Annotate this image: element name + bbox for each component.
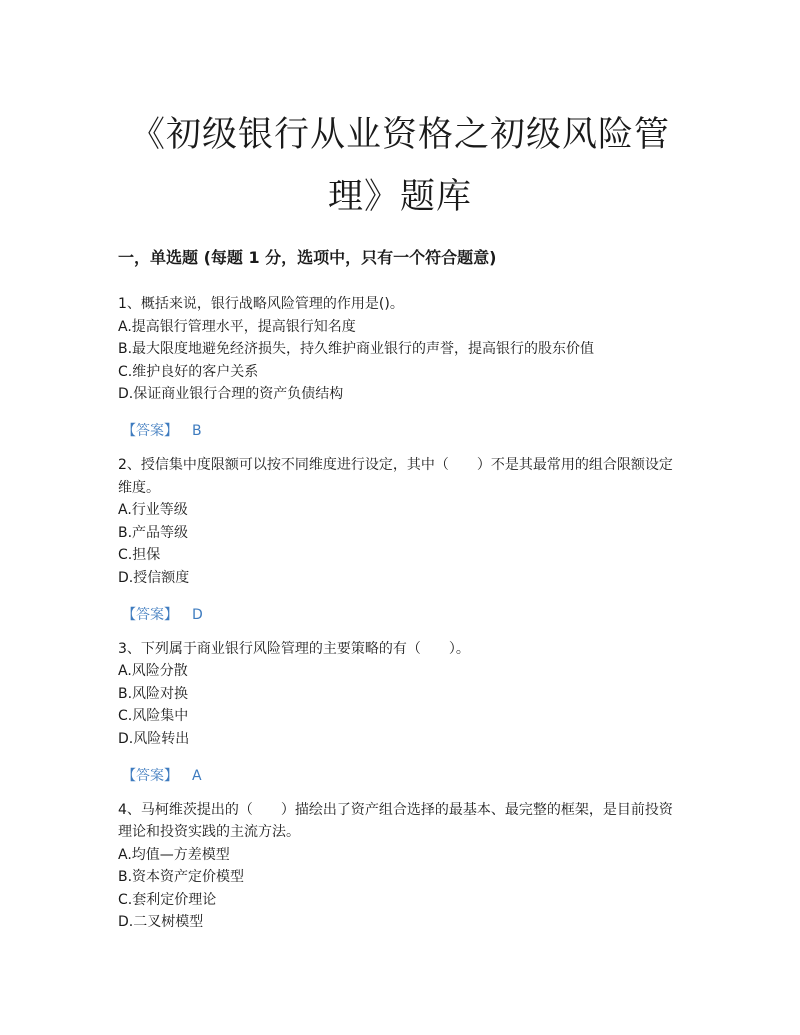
answer-option: B.最大限度地避免经济损失，持久维护商业银行的声誉，提高银行的股东价值 — [118, 341, 595, 358]
question-text: 4、马柯维茨提出的（ ）描绘出了资产组合选择的最基本、最完整的框架，是目前投资理论和投资实践的主流方法。 — [118, 801, 673, 841]
question-item — [118, 799, 678, 935]
answer-option: A.行业等级 — [118, 502, 188, 519]
answer-option: C.担保 — [118, 547, 161, 564]
answer-label: 【答案】 — [122, 422, 178, 439]
question-item — [118, 293, 678, 442]
answer-option: B.风险对换 — [118, 685, 189, 702]
answer-option: C.套利定价理论 — [118, 891, 217, 908]
answer-line — [118, 420, 678, 442]
answer-label: 【答案】 — [122, 767, 178, 784]
question-list — [118, 293, 678, 934]
question-item — [118, 454, 678, 626]
answer-option: A.风险分散 — [118, 663, 188, 680]
answer-option: C.风险集中 — [118, 708, 189, 725]
answer-label: 【答案】 — [122, 606, 178, 623]
answer-line — [118, 765, 678, 787]
answer-option: D.二叉树模型 — [118, 914, 204, 931]
answer-option: D.保证商业银行合理的资产负债结构 — [118, 386, 344, 403]
answer-value: D — [192, 606, 203, 623]
answer-option: C.维护良好的客户关系 — [118, 363, 259, 380]
answer-option: A.均值—方差模型 — [118, 846, 230, 863]
answer-option: B.资本资产定价模型 — [118, 869, 245, 886]
answer-option: D.风险转出 — [118, 730, 190, 747]
question-text: 3、下列属于商业银行风险管理的主要策略的有（ ）。 — [118, 640, 470, 657]
answer-line — [118, 604, 678, 626]
answer-option: D.授信额度 — [118, 569, 190, 586]
question-text: 1、概括来说，银行战略风险管理的作用是()。 — [118, 296, 404, 312]
question-item — [118, 638, 678, 787]
question-text: 2、授信集中度限额可以按不同维度进行设定，其中（ ）不是其最常用的组合限额设定维度。 — [118, 456, 673, 496]
answer-option: B.产品等级 — [118, 524, 189, 541]
section-heading: 一，单选题 (每题 1 分，选项中，只有一个符合题意) — [118, 248, 497, 267]
answer-value: A — [192, 767, 202, 784]
document-title: 《初级银行从业资格之初级风险管理》题库 — [129, 115, 670, 217]
answer-value: B — [192, 422, 202, 439]
answer-option: A.提高银行管理水平，提高银行知名度 — [118, 318, 356, 335]
